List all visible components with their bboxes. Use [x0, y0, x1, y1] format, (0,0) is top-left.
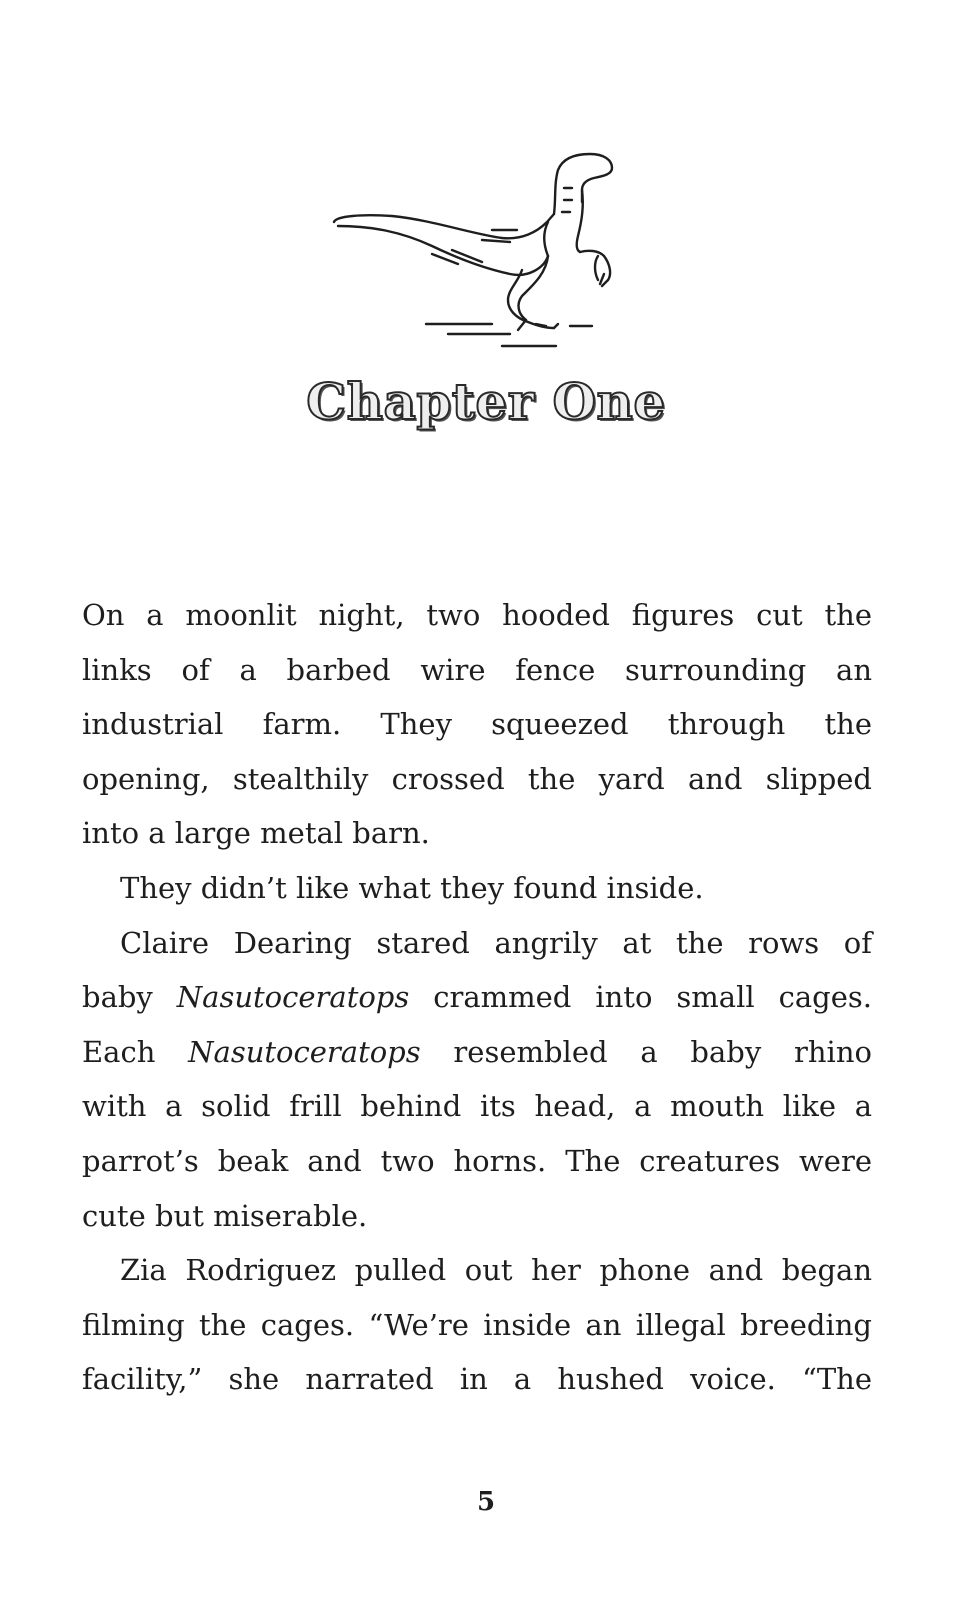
text-line: parrot’s beak and two horns. The creatures were	[82, 1143, 872, 1178]
text-line: cute but miserable.	[82, 1198, 368, 1233]
body-text	[82, 588, 872, 1407]
raptor-illustration	[332, 150, 624, 356]
text-fragment: resembled a baby rhino	[420, 1034, 872, 1069]
text-fragment: crammed into small cages.	[409, 980, 872, 1015]
text-fragment: baby	[82, 980, 177, 1015]
text-line: into a large metal barn.	[82, 816, 430, 851]
text-line: opening, stealthily crossed the yard and slipped	[82, 761, 872, 796]
text-line: with a solid frill behind its head, a mouth like a	[82, 1089, 872, 1124]
text-line: industrial farm. They squeezed through the	[82, 707, 872, 742]
paragraph	[82, 861, 872, 916]
italic-term: Nasutoceratops	[188, 1034, 421, 1069]
chapter-title: Chapter One	[306, 372, 666, 431]
text-line: They didn’t like what they found inside.	[120, 870, 704, 905]
paragraph	[82, 916, 872, 1244]
text-line: filming the cages. “We’re inside an illegal breeding	[82, 1307, 872, 1342]
text-line: On a moonlit night, two hooded figures cut the	[82, 598, 872, 632]
text-line	[82, 1025, 872, 1080]
text-line	[82, 970, 872, 1025]
page-number: 5	[476, 1487, 496, 1517]
italic-term: Nasutoceratops	[176, 980, 410, 1015]
text-fragment: Each	[82, 1034, 189, 1069]
paragraph	[82, 588, 872, 861]
text-line: Claire Dearing stared angrily at the rows of	[120, 925, 872, 960]
text-line: facility,” she narrated in a hushed voice. “The	[82, 1362, 872, 1397]
paragraph	[82, 1243, 872, 1407]
text-line: links of a barbed wire fence surrounding an	[82, 652, 872, 687]
text-line: Zia Rodriguez pulled out her phone and began	[120, 1253, 872, 1288]
